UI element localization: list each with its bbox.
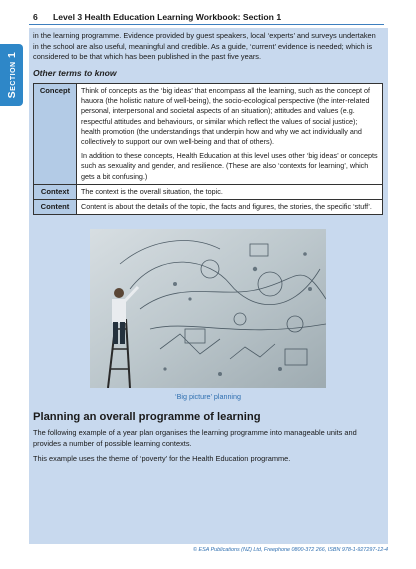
- footer-credit: © ESA Publications (NZ) Ltd, Freephone 0800-372 266, ISBN 978-1-927297-12-4: [193, 547, 388, 553]
- body-paragraph: The following example of a year plan organises the learning programme into manageable units and provides a number of possible learning contexts.: [33, 428, 357, 448]
- table-row: [34, 200, 383, 215]
- page-header-title: Level 3 Health Education Learning Workbook: Section 1: [53, 11, 282, 22]
- table-row: [34, 184, 383, 199]
- term-cell: Context: [34, 184, 77, 199]
- figure-caption: ‘Big picture’ planning: [174, 392, 242, 401]
- definition-cell: [77, 84, 383, 185]
- big-picture-illustration: [90, 229, 326, 388]
- header-divider: [29, 24, 384, 25]
- table-row: [34, 84, 383, 185]
- terms-table: [33, 83, 383, 215]
- definition-cell: [77, 184, 383, 199]
- intro-paragraph: in the learning programme. Evidence provided by guest speakers, local ‘experts’ and surveys undertaken in the school are also useful, meaningful and credible. As a guide, ‘current’ evidence is needed; which is considered to be that which has been published in the past five years.: [33, 31, 376, 62]
- definition-paragraph: The context is the overall situation, the topic.: [81, 186, 223, 196]
- body-paragraph: This example uses the theme of ‘poverty’ for the Health Education programme.: [33, 454, 291, 463]
- big-picture-photo: [90, 229, 326, 388]
- definition-paragraph: In addition to these concepts, Health Education at this level uses other ‘big ideas’ or concepts such as sexuality and gender, and resilience. (These are also ‘contexts for learning’, which gets a bit confusing.): [81, 151, 378, 181]
- definition-cell: [77, 200, 383, 215]
- page-header: [33, 9, 383, 24]
- other-terms-heading: Other terms to know: [33, 68, 117, 78]
- definition-paragraph: Content is about the details of the topic, the facts and figures, the stories, the specific ‘stuff’.: [81, 202, 372, 212]
- definition-paragraph: Think of concepts as the ‘big ideas’ that encompass all the learning, such as the concept of hauora (the holistic nature of well-being), the socio-ecological perspective (the inter-related personal, interpersonal and societal aspects of an situation); attitudes and values (e.g. respectful attitudes and behaviours, or similar which reflect the values of social justice); health promotion (the understandings that underpin how and why we act individually and collectively to support our own well-being and that of others).: [81, 86, 371, 147]
- section-heading: Planning an overall programme of learning: [33, 411, 261, 423]
- page-number: 6: [33, 11, 38, 22]
- term-cell: Concept: [34, 84, 77, 185]
- section-tab-label: Section 1: [5, 51, 18, 99]
- section-tab: [0, 44, 23, 106]
- term-cell: Content: [34, 200, 77, 215]
